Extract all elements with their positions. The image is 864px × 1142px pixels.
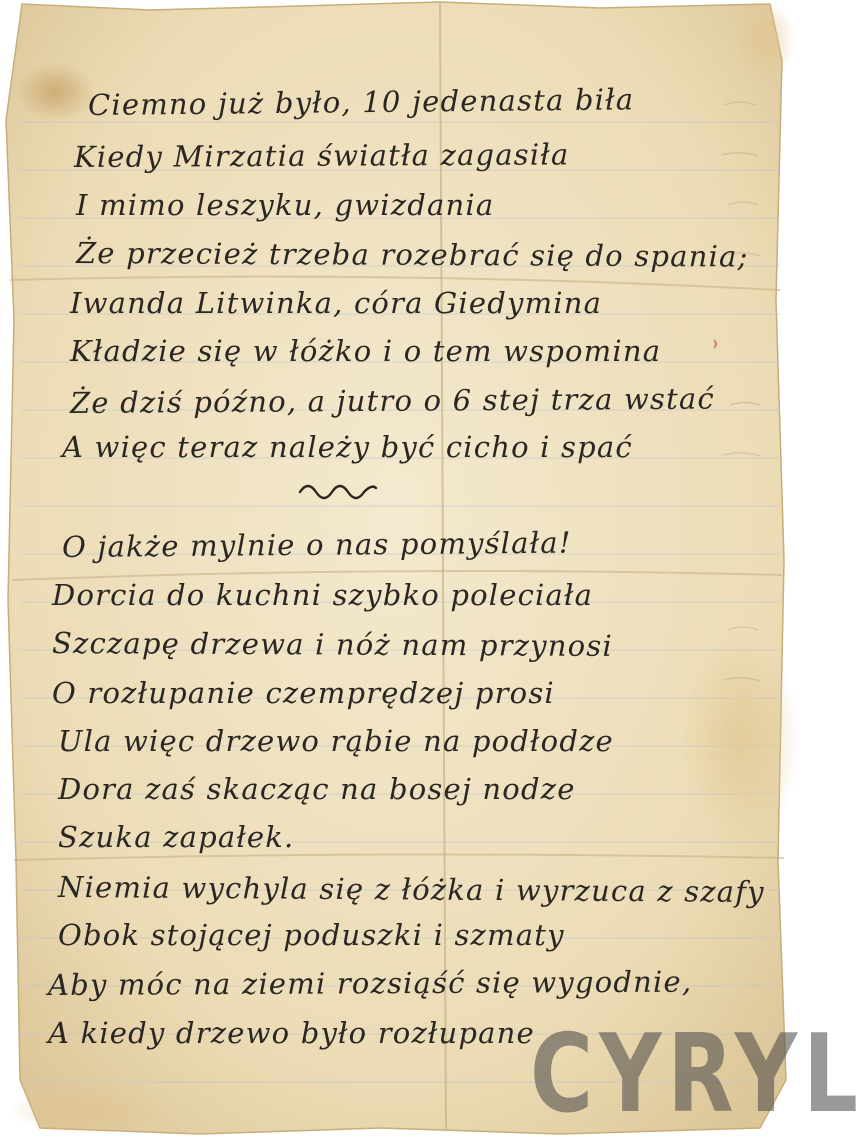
poem-line: Że przecież trzeba rozebrać się do spania; bbox=[75, 236, 749, 274]
poem-line: O rozłupanie czemprędzej prosi bbox=[52, 676, 555, 710]
cyryl-watermark: CYRYL bbox=[530, 1012, 864, 1137]
poem-line: Obok stojącej poduszki i szmaty bbox=[58, 918, 565, 952]
poem-line: Ciemno już było, 10 jedenasta biła bbox=[87, 82, 635, 122]
poem-line: I mimo leszyku, gwizdania bbox=[76, 188, 495, 222]
poem-line: Dora zaś skacząc na bosej nodze bbox=[58, 772, 576, 806]
poem-line: Że dziś późno, a jutro o 6 stej trza wstać bbox=[69, 381, 715, 420]
poem-line: A kiedy drzewo było rozłupane bbox=[48, 1016, 535, 1050]
poem-line: O jakże mylnie o nas pomyślała! bbox=[61, 525, 572, 564]
poem-line: Szczapę drzewa i nóż nam przynosi bbox=[51, 626, 613, 663]
poem-line: Ula więc drzewo rąbie na podłodze bbox=[58, 724, 614, 758]
poem-line: Kiedy Mirzatia światła zagasiła bbox=[73, 137, 570, 174]
poem-line: Aby móc na ziemi rozsiąść się wygodnie, bbox=[47, 964, 693, 1002]
poem-line: Kładzie się w łóżko i o tem wspomina bbox=[70, 334, 662, 368]
poem-line: Dorcia do kuchni szybko poleciała bbox=[52, 578, 594, 612]
poem-line: Iwanda Litwinka, córa Giedymina bbox=[70, 286, 603, 320]
poem-line: Szuka zapałek. bbox=[58, 820, 295, 854]
poem-line: A więc teraz należy być cicho i spać bbox=[62, 430, 633, 464]
poem-line: Niemia wychyla się z łóżka i wyrzuca z szafy bbox=[57, 870, 765, 909]
